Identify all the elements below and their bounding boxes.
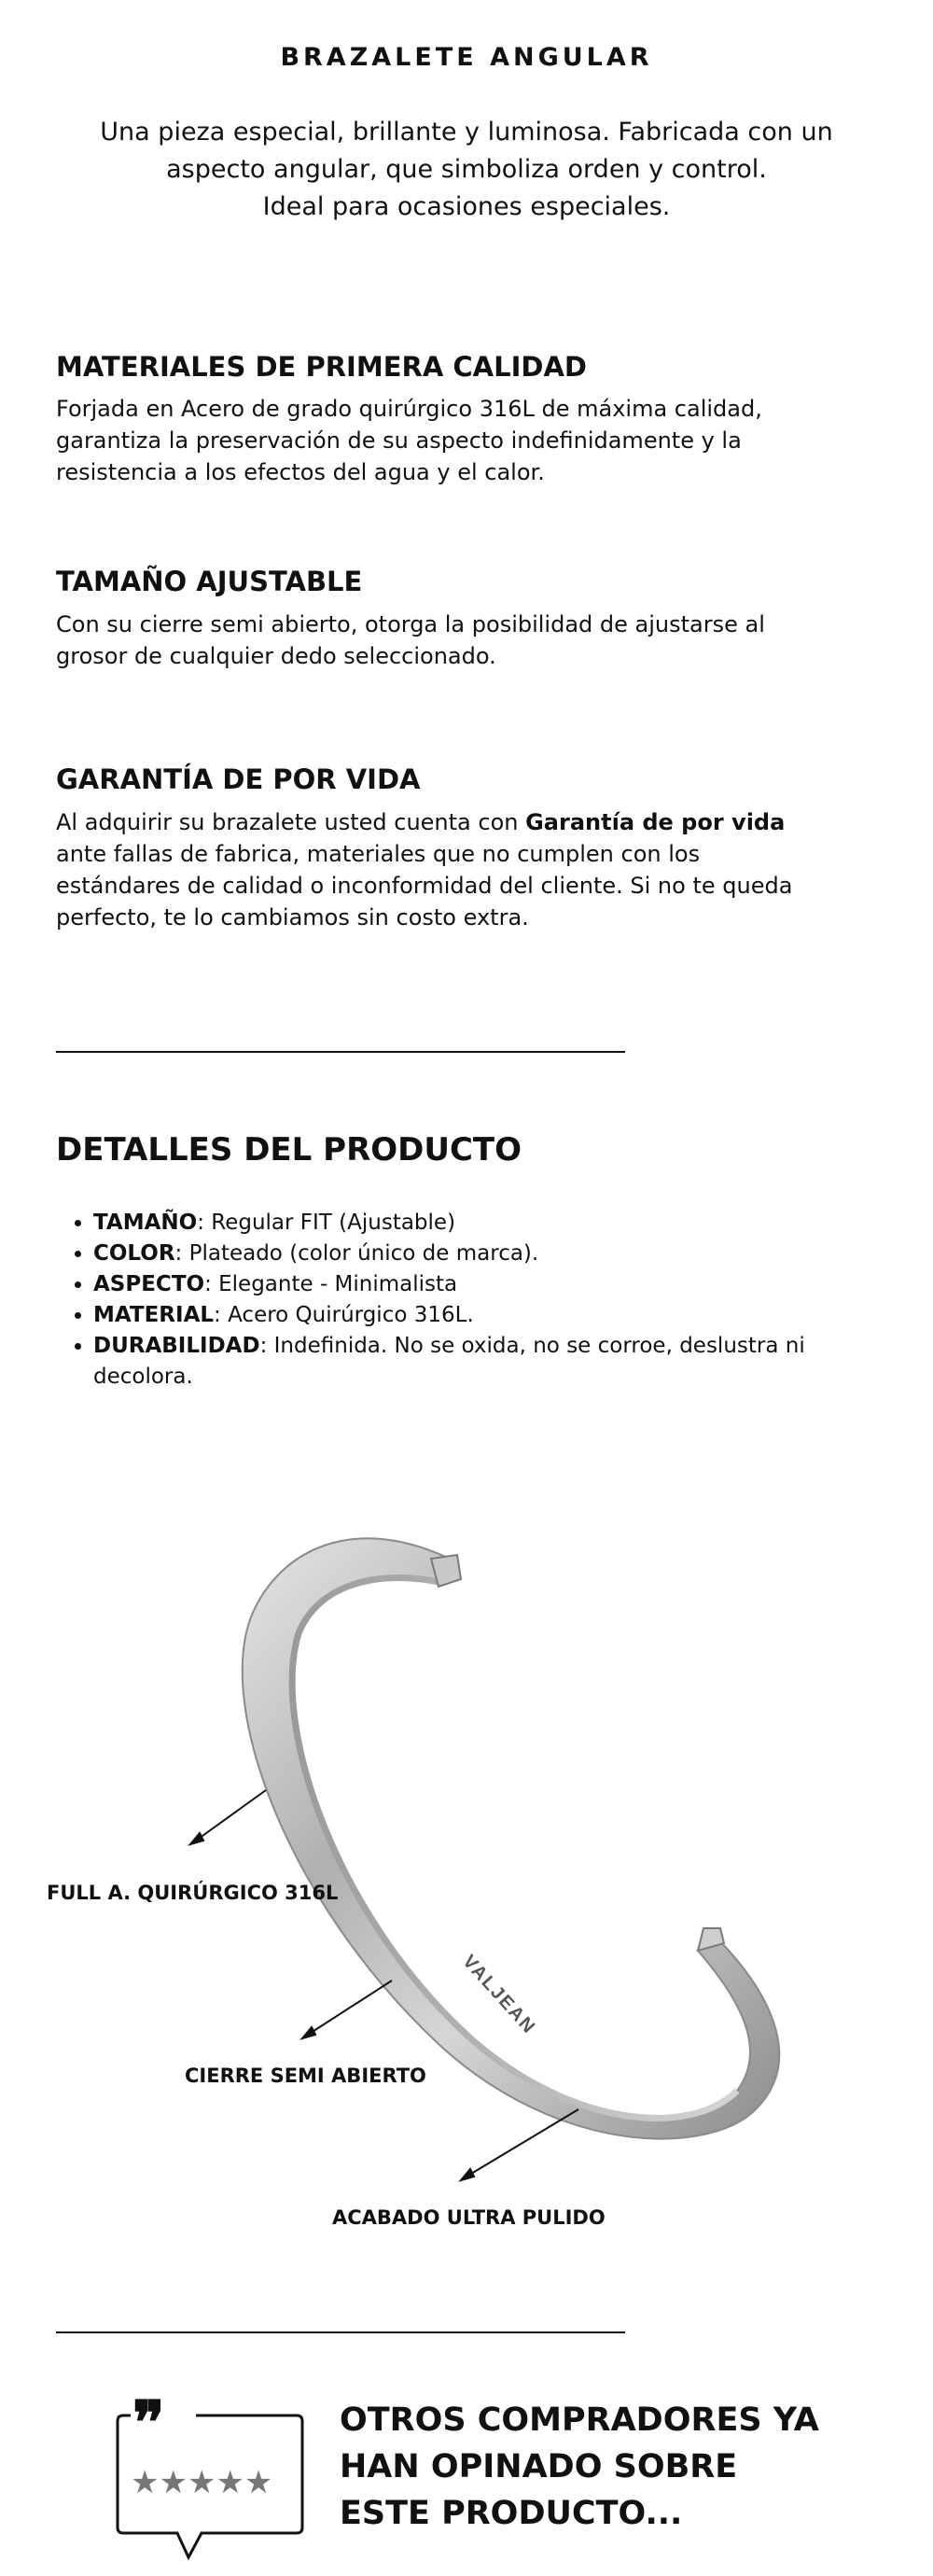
callout-arrowhead [302,2027,315,2038]
materials-heading: MATERIALES DE PRIMERA CALIDAD [56,351,587,383]
callout-steel: FULL A. QUIRÚRGICO 316L [47,1882,339,1904]
details-label: MATERIAL [93,1303,215,1327]
page-title: BRAZALETE ANGULAR [280,43,653,72]
details-item-color [93,1239,858,1269]
callout-closure: CIERRE SEMI ABIERTO [185,2065,426,2087]
details-value: : Acero Quirúrgico 316L. [214,1303,474,1327]
warranty-text [56,806,830,933]
intro-line: Ideal para ocasiones especiales. [262,192,671,221]
intro-line: aspecto angular, que simboliza orden y control. [166,155,767,184]
callout-arrow [308,1981,392,2035]
callout-arrowhead [461,2169,474,2180]
size-text: Con su cierre semi abierto, otorga la posibilidad de ajustarse al grosor de cualquier dedo seleccionado. [56,611,765,669]
details-value: : Elegante - Minimalista [204,1272,458,1296]
details-item-durability [93,1331,858,1393]
bracelet-inner-edge [292,1578,737,2119]
intro-text [65,114,868,226]
callout-arrowhead [190,1833,203,1844]
product-illustration [0,1512,933,2277]
stars-icon: ★★★★★ [131,2464,273,2501]
callout-finish: ACABADO ULTRA PULIDO [332,2206,606,2229]
warranty-text-end: ante fallas de fabrica, materiales que no cumplen con los estándares de calidad o inconformidad del cliente. Si no te queda perfecto, te lo cambiamos sin costo extra. [56,841,793,931]
details-list [56,1208,858,1393]
details-label: TAMAÑO [93,1211,198,1235]
divider [56,1051,625,1053]
materials-text: Forjada en Acero de grado quirúrgico 316L de máxima calidad, garantiza la preservación de su aspecto indefinidamente y la resistencia a los efectos del agua y el calor. [56,396,762,485]
bracelet-band [243,1538,779,2138]
callout-arrows [190,1790,578,2180]
size-heading: TAMAÑO AJUSTABLE [56,566,363,597]
details-heading: DETALLES DEL PRODUCTO [56,1131,522,1169]
details-item-size [93,1208,858,1239]
reviews-icon [112,2397,308,2565]
warranty-text-start: Al adquirir su brazalete usted cuenta con [56,809,526,835]
details-value: : Plateado (color único de marca). [174,1241,539,1266]
details-value: : Regular FIT (Ajustable) [197,1211,456,1235]
details-value: : Indefinida. No se oxida, no se corroe, deslustra ni decolora. [93,1334,805,1389]
reviews-heading-line: OTROS COMPRADORES YA [340,2401,819,2439]
callout-arrow [466,2109,578,2177]
callout-arrow [196,1790,266,1841]
reviews-heading-line: ESTE PRODUCTO... [340,2495,683,2532]
details-label: COLOR [93,1241,175,1266]
intro-line: Una pieza especial, brillante y luminosa. Fabricada con un [100,118,833,147]
warranty-text-bold: Garantía de por vida [525,809,786,835]
divider [56,2331,625,2333]
details-item-aspect [93,1269,858,1300]
speech-bubble-icon [112,2397,308,2565]
details-label: ASPECTO [93,1272,205,1296]
details-label: DURABILIDAD [93,1334,260,1358]
bracelet-engraving: VALJEAN [458,1951,540,2039]
details-item-material [93,1300,858,1331]
quote-mark-icon: ❞ [132,2397,165,2458]
reviews-heading [340,2397,819,2537]
reviews-heading-line: HAN OPINADO SOBRE [340,2448,738,2485]
warranty-heading: GARANTÍA DE POR VIDA [56,763,421,795]
